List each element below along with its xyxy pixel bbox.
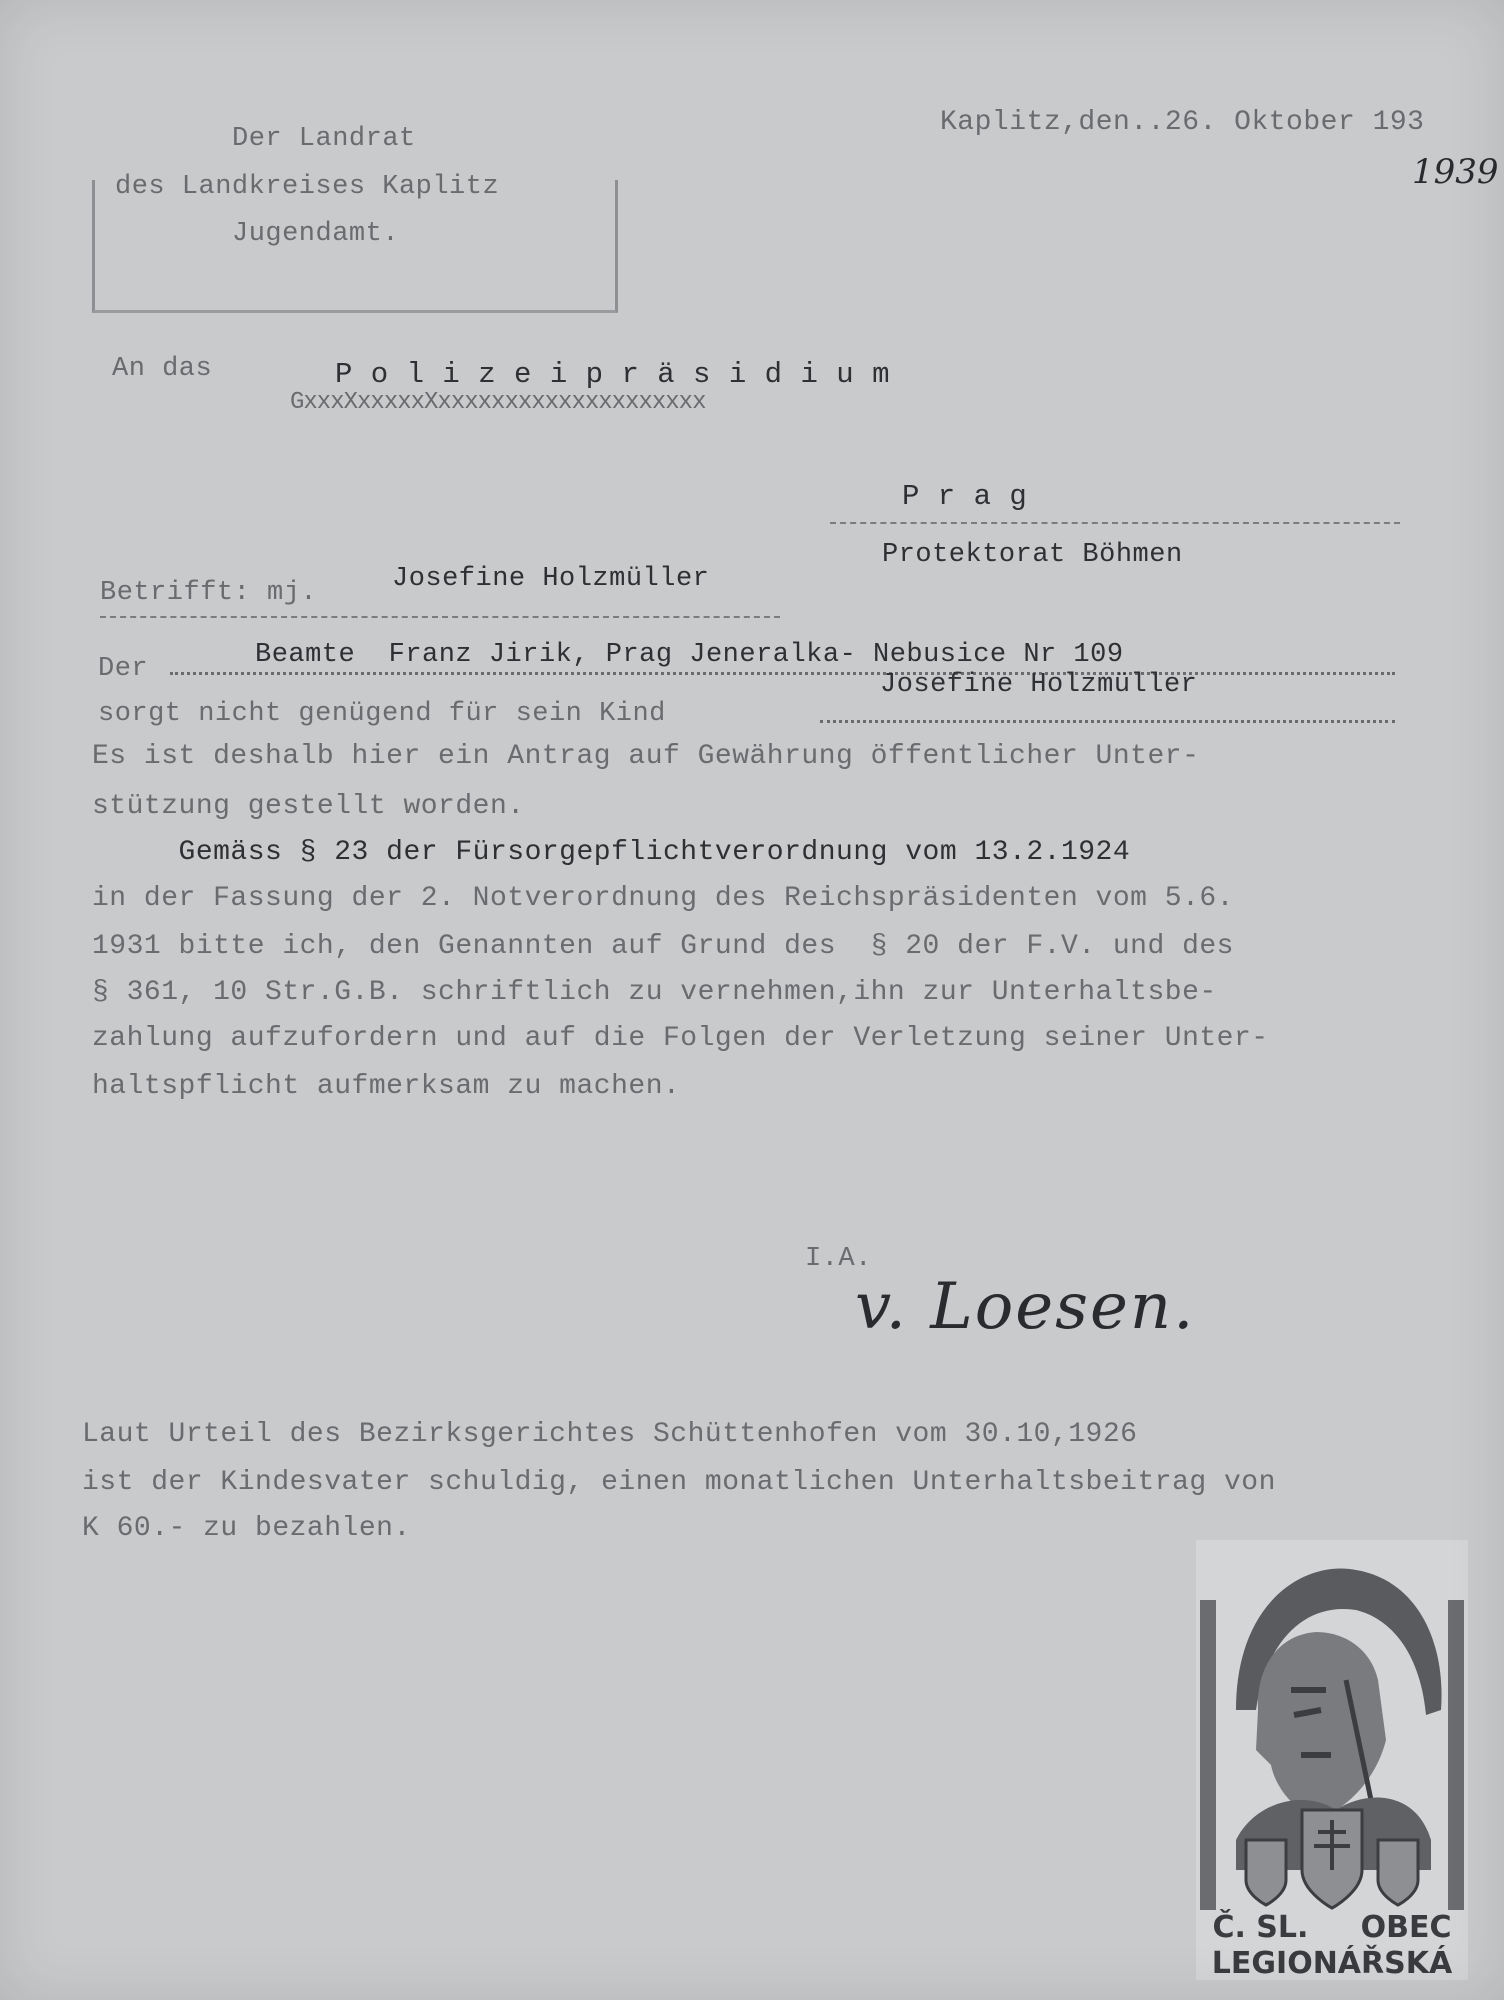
body-line-10: haltspflicht aufmerksam zu machen. — [92, 1071, 681, 1102]
authority-line-2: des Landkreises Kaplitz — [115, 172, 500, 202]
body-line-2-dots — [820, 720, 1395, 723]
body-line-9: zahlung aufzufordern und auf die Folgen der Verletzung seiner Unter- — [92, 1023, 1269, 1054]
authority-line-3: Jugendamt. — [232, 219, 400, 249]
authority-line-1: Der Landrat — [232, 124, 416, 154]
subject-name: Josefine Holzmüller — [392, 564, 710, 594]
body-line-4: stützung gestellt worden. — [92, 791, 525, 822]
city-underline — [830, 522, 1400, 524]
struck-text: GxxxXxxxxxXxxxxxxxxxxxxxxxxxxxx — [290, 389, 706, 416]
handwritten-year: 1939 — [1412, 152, 1499, 192]
note-line-1: Laut Urteil des Bezirksgerichtes Schüttenhofen vom 30.10,1926 — [82, 1419, 1138, 1450]
body-line-6: in der Fassung der 2. Notverordnung des Reichspräsidenten vom 5.6. — [92, 883, 1234, 914]
place-date: Kaplitz,den..26. Oktober 193 — [940, 107, 1425, 138]
logo-text-line-2: LEGIONÁŘSKÁ — [1211, 1946, 1453, 1981]
body-line-5: Gemäss § 23 der Fürsorgepflichtverordnung vom 13.2.1924 — [92, 837, 1131, 868]
body-line-1-fill: Beamte Franz Jirik, Prag Jeneralka- Nebusice Nr 109 — [255, 640, 1124, 670]
body-line-1-prefix: Der — [98, 654, 149, 684]
signature-ia: I.A. — [805, 1244, 872, 1274]
subject-underline — [100, 616, 780, 618]
body-line-1-dots — [170, 672, 1395, 675]
body-line-3: Es ist deshalb hier ein Antrag auf Gewährung öffentlicher Unter- — [92, 741, 1200, 772]
body-line-8: § 361, 10 Str.G.B. schriftlich zu vernehmen,ihn zur Unterhaltsbe- — [92, 977, 1217, 1008]
handwritten-signature: v. Loesen. — [855, 1270, 1196, 1344]
body-line-2-fill: Josefine Holzmüller — [880, 670, 1198, 700]
note-line-3: K 60.- zu bezahlen. — [82, 1513, 411, 1544]
note-line-2: ist der Kindesvater schuldig, einen monatlichen Unterhaltsbeitrag von — [82, 1467, 1276, 1498]
subject-label: Betrifft: mj. — [100, 578, 318, 608]
logo-text-line-1: Č. SL. OBEC — [1212, 1910, 1452, 1945]
body-line-7: 1931 bitte ich, den Genannten auf Grund des § 20 der F.V. und des — [92, 931, 1234, 962]
recipient-prefix: An das — [112, 354, 213, 384]
recipient-city: P r a g — [902, 480, 1028, 513]
recipient-region: Protektorat Böhmen — [882, 540, 1183, 570]
body-line-2: sorgt nicht genügend für sein Kind — [98, 699, 666, 729]
recipient-office: P o l i z e i p r ä s i d i u m — [335, 358, 890, 391]
